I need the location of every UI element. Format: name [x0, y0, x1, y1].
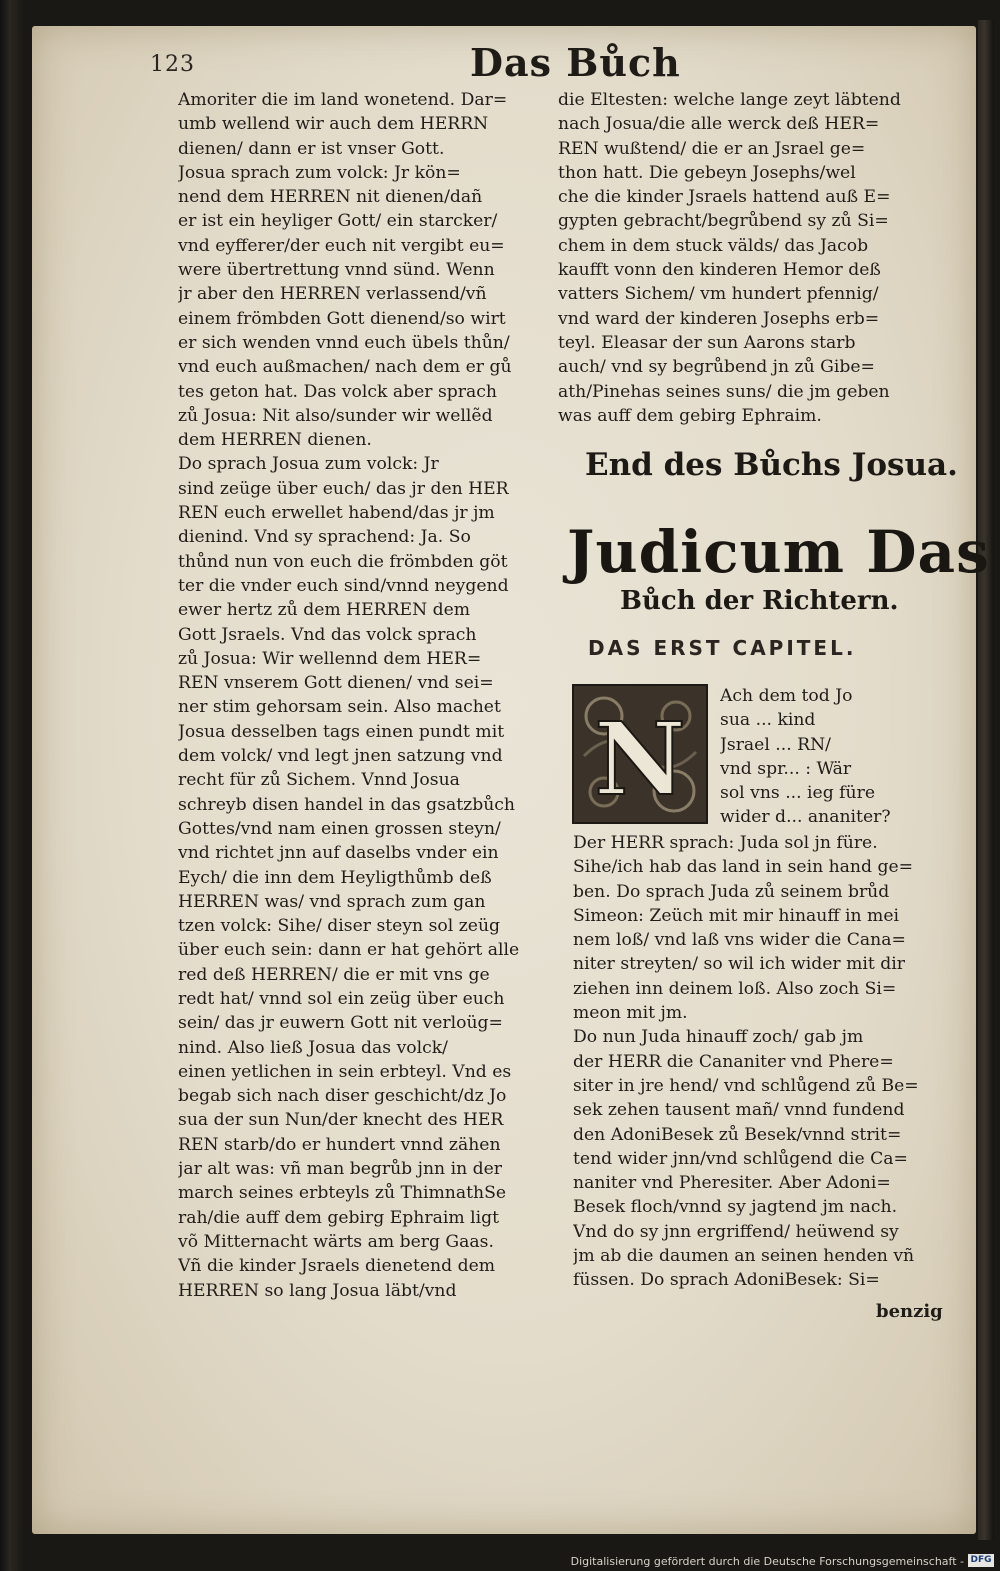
text-line: thůnd nun von euch die frömbden göt: [178, 551, 508, 572]
text-line: tzen volck: Sihe/ diser steyn sol zeüg: [178, 916, 501, 937]
text-line: sein/ das jr euwern Gott nit verloüg=: [178, 1013, 503, 1034]
text-line: recht für zů Sichem. Vnnd Josua: [178, 770, 460, 791]
text-line: jr aber den HERREN verlassend/vñ: [178, 284, 487, 305]
text-line: kaufft vonn den kinderen Hemor deß: [558, 260, 881, 281]
text-line: dienind. Vnd sy sprachend: Ja. So: [178, 527, 471, 548]
text-line: wider d... ananiter?: [720, 807, 891, 828]
text-line: vnd euch außmachen/ nach dem er gů: [178, 357, 512, 378]
text-line: naniter vnd Pheresiter. Aber Adoni=: [573, 1173, 891, 1194]
text-line: jm ab die daumen an seinen henden vñ: [573, 1246, 915, 1267]
initial-letter: N: [594, 700, 686, 818]
text-line: tend wider jnn/vnd schlůgend die Ca=: [573, 1148, 908, 1169]
text-line: sua ... kind: [720, 710, 816, 731]
text-line: vnd ward der kinderen Josephs erb=: [558, 308, 880, 329]
text-line: rah/die auff dem gebirg Ephraim ligt: [178, 1207, 499, 1228]
text-line: er sich wenden vnnd euch übels thůn/: [178, 332, 510, 353]
text-line: sua der sun Nun/der knecht des HER: [178, 1110, 504, 1131]
text-line: füssen. Do sprach AdoniBesek: Si=: [573, 1270, 880, 1291]
text-line: sind zeüge über euch/ das jr den HER: [178, 478, 509, 499]
text-line: Der HERR sprach: Juda sol jn füre.: [573, 833, 878, 853]
text-line: red deß HERREN/ die er mit vns ge: [178, 964, 490, 985]
text-line: meon mit jm.: [573, 1003, 688, 1024]
text-line: ewer hertz zů dem HERREN dem: [178, 600, 471, 621]
text-line: nind. Also ließ Josua das volck/: [178, 1037, 448, 1058]
text-line: were übertrettung vnnd sünd. Wenn: [178, 260, 495, 281]
text-line: Amoriter die im land wonetend. Dar=: [178, 90, 508, 110]
text-line: ben. Do sprach Juda zů seinem brůd: [573, 881, 890, 902]
text-line: auch/ vnd sy begrůbend jn zů Gibe=: [558, 357, 875, 378]
text-line: dienen/ dann er ist vnser Gott.: [178, 138, 445, 159]
text-line: Eych/ die inn dem Heyligthůmb deß: [178, 867, 492, 888]
text-line: Jsrael ... RN/: [720, 734, 831, 755]
text-line: dem HERREN dienen.: [178, 430, 372, 451]
text-line: vnd eyfferer/der euch nit vergibt eu=: [178, 235, 505, 256]
text-line: Simeon: Zeüch mit mir hinauff in mei: [573, 905, 900, 926]
running-head: Das Bůch: [470, 40, 681, 85]
text-line: über euch sein: dann er hat gehört alle: [178, 940, 520, 961]
text-line: Gottes/vnd nam einen grossen steyn/: [178, 818, 501, 839]
text-line: Vñ die kinder Jsraels dienetend dem: [178, 1256, 496, 1277]
text-line: võ Mitternacht wärts am berg Gaas.: [178, 1231, 494, 1252]
text-line: gypten gebracht/begrůbend sy zů Si=: [558, 211, 889, 232]
dfg-logo: DFG: [968, 1554, 994, 1567]
text-line: umb wellend wir auch dem HERRN: [178, 114, 489, 135]
text-line: Besek floch/vnnd sy jagtend jm nach.: [573, 1197, 898, 1218]
book-title: Judicum Das: [567, 518, 990, 586]
text-line: Sihe/ich hab das land in sein hand ge=: [573, 857, 914, 878]
text-line: vatters Sichem/ vm hundert pfennig/: [558, 284, 879, 305]
text-line: was auff dem gebirg Ephraim.: [558, 405, 822, 426]
text-line: Do sprach Josua zum volck: Jr: [178, 454, 439, 475]
initial-ornament-icon: [574, 686, 706, 822]
page-header: [150, 40, 890, 90]
text-line: che die kinder Jsraels hattend auß E=: [558, 187, 891, 208]
text-line: siter in jre hend/ vnd schlůgend zů Be=: [573, 1075, 919, 1096]
text-line: zů Josua: Wir wellennd dem HER=: [178, 648, 482, 669]
text-line: Ach dem tod Jo: [720, 686, 853, 706]
digitization-credit: Digitalisierung gefördert durch die Deutsche Forschungsgemeinschaft -: [570, 1555, 964, 1568]
text-line: HERREN so lang Josua läbt/vnd: [178, 1280, 457, 1301]
text-line: REN starb/do er hundert vnnd zähen: [178, 1134, 501, 1155]
text-line: jar alt was: vñ man begrůb jnn in der: [178, 1159, 503, 1180]
text-line: vnd spr... : Wär: [720, 758, 852, 779]
text-line: Josua sprach zum volck: Jr kön=: [178, 162, 461, 183]
text-line: dem volck/ vnd legt jnen satzung vnd: [178, 746, 503, 767]
text-line: vnd richtet jnn auf daselbs vnder ein: [178, 843, 499, 864]
chapter-title: DAS ERST CAPITEL.: [588, 636, 857, 660]
book-subtitle: Bůch der Richtern.: [620, 586, 899, 616]
text-line: thon hatt. Die gebeyn Josephs/wel: [558, 162, 856, 183]
text-line: ziehen inn deinem loß. Also zoch Si=: [573, 978, 897, 999]
text-line: ter die vnder euch sind/vnnd neygend: [178, 575, 509, 596]
folio-number: 123: [150, 52, 195, 77]
text-line: einem frömbden Gott dienend/so wirt: [178, 308, 506, 329]
text-line: einen yetlichen in sein erbteyl. Vnd es: [178, 1061, 512, 1082]
text-line: der HERR die Cananiter vnd Phere=: [573, 1051, 894, 1072]
text-line: begab sich nach diser geschicht/dz Jo: [178, 1086, 507, 1107]
text-line: schreyb disen handel in das gsatzbůch: [178, 794, 515, 815]
right-column-bottom: [573, 831, 945, 1293]
text-line: redt hat/ vnnd sol ein zeüg über euch: [178, 988, 505, 1009]
right-column-top: [558, 88, 943, 428]
text-line: nach Josua/die alle werck deß HER=: [558, 114, 880, 135]
text-line: Vnd do sy jnn ergriffend/ heüwend sy: [573, 1221, 899, 1242]
book-edge: [978, 20, 994, 1540]
left-column: [178, 88, 556, 1303]
text-line: niter streyten/ so wil ich wider mit dir: [573, 954, 905, 975]
text-line: chem in dem stuck välds/ das Jacob: [558, 235, 869, 256]
text-line: sol vns ... ieg füre: [720, 783, 875, 804]
text-line: Do nun Juda hinauff zoch/ gab jm: [573, 1027, 864, 1048]
text-line: Josua desselben tags einen pundt mit: [178, 721, 505, 742]
text-line: march seines erbteyls zů ThimnathSe: [178, 1183, 507, 1204]
text-line: ner stim gehorsam sein. Also machet: [178, 697, 501, 718]
text-line: HERREN was/ vnd sprach zum gan: [178, 891, 486, 912]
text-line: den AdoniBesek zů Besek/vnnd strit=: [573, 1124, 902, 1145]
text-line: teyl. Eleasar der sun Aarons starb: [558, 332, 856, 353]
text-line: tes geton hat. Das volck aber sprach: [178, 381, 497, 402]
text-line: REN euch erwellet habend/das jr jm: [178, 503, 495, 524]
text-line: nem loß/ vnd laß vns wider die Cana=: [573, 930, 906, 951]
text-line: Gott Jsraels. Vnd das volck sprach: [178, 624, 477, 645]
text-line: REN vnserem Gott dienen/ vnd sei=: [178, 673, 494, 694]
decorated-initial: [572, 684, 708, 824]
catchword: benzig: [876, 1301, 943, 1322]
text-line: ath/Pinehas seines suns/ die jm geben: [558, 381, 890, 402]
text-line: er ist ein heyliger Gott/ ein starcker/: [178, 211, 498, 232]
text-line: zů Josua: Nit also/sunder wir wellẽd: [178, 405, 493, 426]
text-line: nend dem HERREN nit dienen/dañ: [178, 187, 483, 208]
text-line: REN wußtend/ die er an Jsrael ge=: [558, 138, 866, 159]
text-line: sek zehen tausent mañ/ vnnd fundend: [573, 1100, 905, 1121]
right-column-beside-initial: [720, 684, 945, 830]
section-end-heading: End des Bůchs Josua.: [585, 447, 958, 483]
text-line: die Eltesten: welche lange zeyt läbtend: [558, 90, 901, 110]
